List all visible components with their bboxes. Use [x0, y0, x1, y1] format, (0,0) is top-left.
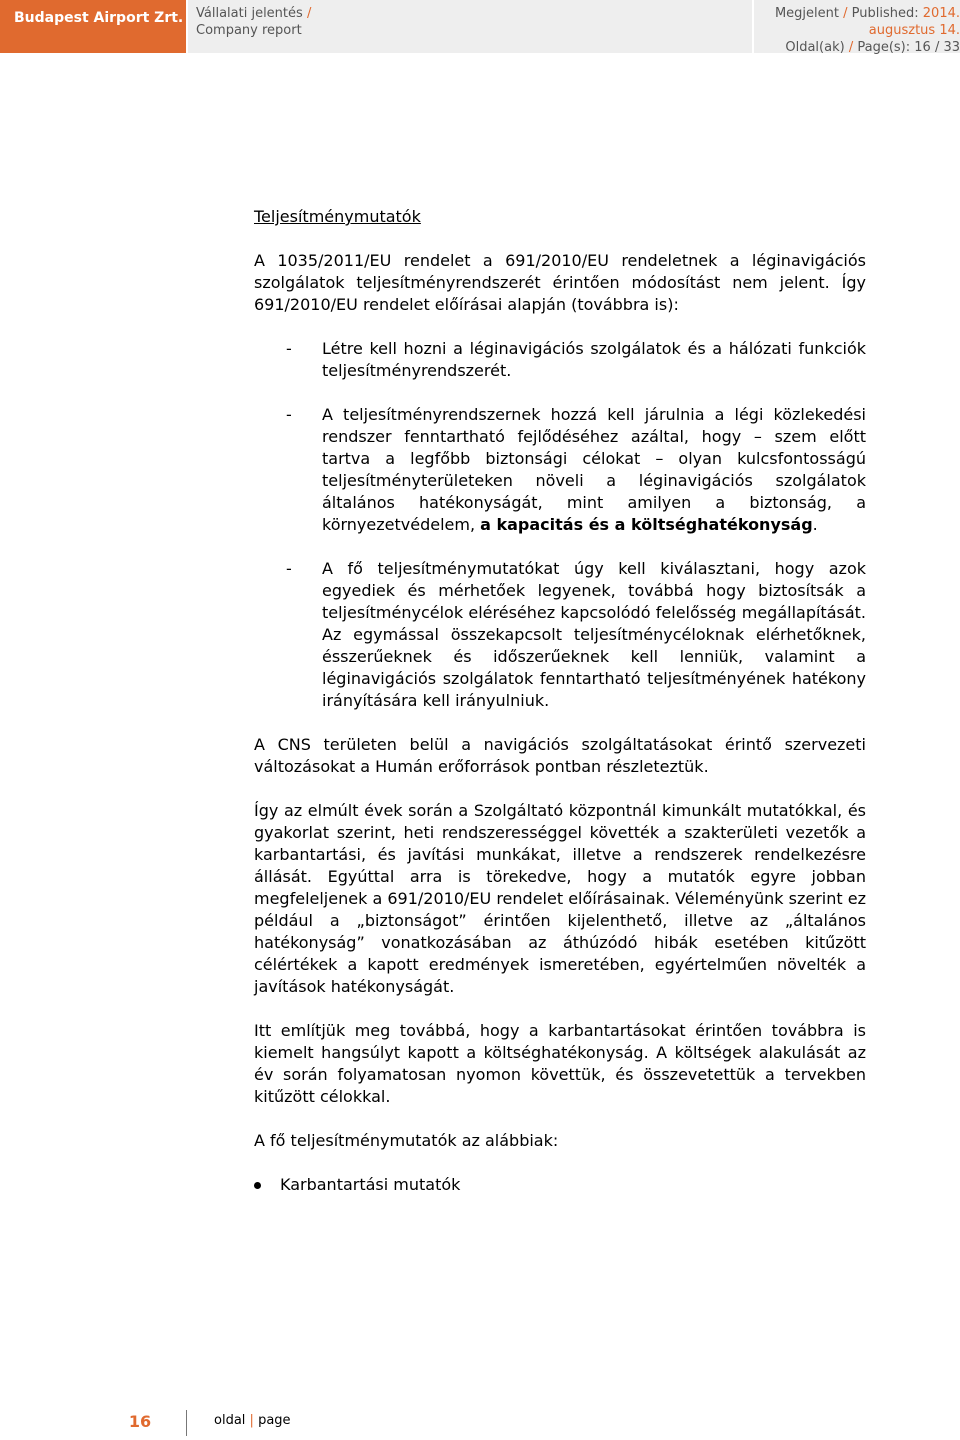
footer-label-en: page	[258, 1413, 291, 1428]
publication-meta	[754, 0, 960, 53]
dash-item-tail: .	[812, 515, 818, 534]
doc-type-en: Company report	[196, 23, 302, 38]
bullet-icon	[254, 1182, 261, 1189]
doc-type-separator: /	[306, 6, 312, 21]
dash-list-item	[254, 338, 866, 382]
footer-page-number: 16	[128, 1412, 152, 1431]
cost-paragraph: Itt említjük meg továbbá, hogy a karbantartásokat érintően továbbra is kiemelt hangsúlyt kapott a költséghatékonyság. A költségek alakulását az év során folyamatosan nyomon követtük, és összevetettük a tervekben kitűzött célokkal.	[254, 1021, 866, 1106]
dash-marker: -	[286, 405, 292, 424]
company-name: Budapest Airport Zrt.	[0, 0, 186, 53]
dash-marker: -	[286, 339, 292, 358]
cns-paragraph: A CNS területen belül a navigációs szolgáltatásokat érintő szervezeti változásokat a Humán erőforrások pontban részleteztük.	[254, 735, 866, 776]
dash-item-text: A teljesítményrendszernek hozzá kell járulnia a légi közlekedési rendszer fenntartható fejlődéséhez azáltal, hogy – szem előtt tartva a legfőbb biztonsági célokat – olyan kulcsfontosságú teljesítményterületeken növeli a léginavigációs szolgálatok általános hatékonyságát, mint amilyen a biztonság, a környezetvédelem,	[322, 405, 866, 534]
page-count: 16 / 33	[914, 40, 960, 55]
bullet-list-item	[254, 1174, 866, 1196]
page-label-en: Page(s):	[857, 40, 911, 55]
page-header	[0, 0, 960, 53]
dash-item-text: Létre kell hozni a léginavigációs szolgálatok és a hálózati funkciók teljesítményrendszerét.	[322, 339, 866, 380]
section-title: Teljesítménymutatók	[254, 207, 421, 226]
document-body	[254, 206, 866, 1196]
footer-label-hu: oldal	[214, 1413, 246, 1428]
page-separator: /	[848, 40, 854, 55]
published-label-hu: Megjelent	[774, 6, 839, 21]
document-type	[188, 0, 752, 53]
bullet-item-text: Karbantartási mutatók	[280, 1175, 461, 1194]
intro-paragraph: A 1035/2011/EU rendelet a 691/2010/EU rendeletnek a léginavigációs szolgálatok teljesítményrendszerét érintően módosítást nem jelent. Így 691/2010/EU rendelet előírásai alapján (továbbra is):	[254, 251, 866, 314]
years-paragraph: Így az elmúlt évek során a Szolgáltató központnál kimunkált mutatókkal, és gyakorlat szerint, heti rendszerességgel követték a szakterületi vezetők a karbantartási, és javítási munkákat, illetve a rendszerek rendelkezésre állását. Egyúttal arra is törekedve, hogy a mutatók egyre jobban megfeleljenek a 691/2010/EU rendelet előírásainak. Véleményünk szerint ez például a „biztonságot” érintően kijelenthető, illetve az „általános hatékonyság” vonatkozásában az áthúzódó hibák esetében kitűzött célértékek a kapott eredmények ismeretében, egyértelműen növelték a javítások hatékonyságát.	[254, 801, 866, 996]
dash-item-text: A fő teljesítménymutatókat úgy kell kiválasztani, hogy azok egyediek és mérhetőek legyenek, továbbá hogy biztosítsák a teljesítménycélok eléréséhez kapcsolódó felelősség megállapítását. Az egymással összekapcsolt teljesítménycéloknak elérhetőknek, ésszerűeknek és időszerűeknek kell lenniük, valamint a léginavigációs szolgálatok fenntartható teljesítményének hatékony irányítására kell irányulniuk.	[322, 559, 866, 710]
dash-item-bold-text: a kapacitás és a költséghatékonyság	[480, 515, 813, 534]
kpi-intro-paragraph: A fő teljesítménymutatók az alábbiak:	[254, 1131, 559, 1150]
page-label-hu: Oldal(ak)	[785, 40, 845, 55]
footer-label-separator: |	[249, 1413, 254, 1428]
footer-page-label	[214, 1413, 291, 1428]
dash-list-item	[254, 404, 866, 536]
page-footer	[0, 1400, 960, 1440]
doc-type-hu: Vállalati jelentés	[196, 6, 303, 21]
published-separator: /	[843, 6, 848, 21]
dash-marker: -	[286, 559, 292, 578]
published-year: 2014.	[922, 6, 960, 21]
published-label-en: Published:	[851, 6, 919, 21]
footer-divider	[186, 1410, 187, 1436]
dash-list-item	[254, 558, 866, 712]
published-date: augusztus 14.	[868, 23, 960, 38]
